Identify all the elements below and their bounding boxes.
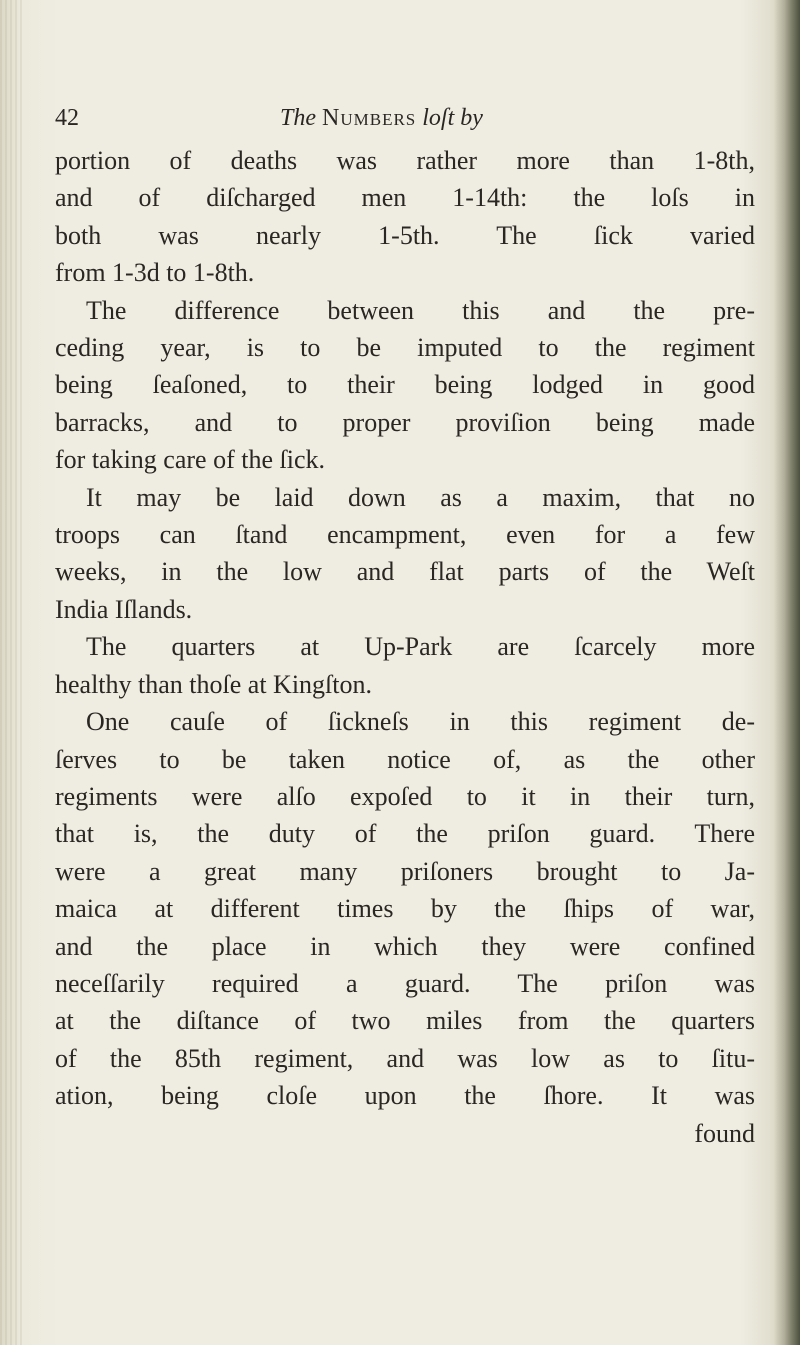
text-line: ceding year, is to be imputed to the regiment bbox=[55, 333, 755, 363]
running-title-rest: loſt by bbox=[422, 105, 483, 131]
text-line: weeks, in the low and flat parts of the Weſt bbox=[55, 557, 755, 587]
text-line: being ſeaſoned, to their being lodged in good bbox=[55, 370, 755, 400]
text-line: It may be laid down as a maxim, that no bbox=[86, 482, 755, 512]
text-line: India Iſlands. bbox=[55, 594, 193, 624]
page-edge-right bbox=[774, 0, 800, 1345]
text-line: The difference between this and the pre- bbox=[86, 295, 755, 325]
text-line: healthy than thoſe at Kingſton. bbox=[55, 669, 372, 699]
text-line: and the place in which they were confined bbox=[55, 931, 755, 961]
text-line: neceſſarily required a guard. The priſon was bbox=[55, 968, 755, 998]
text-line: barracks, and to proper proviſion being made bbox=[55, 407, 755, 437]
text-line: The quarters at Up-Park are ſcarcely more bbox=[86, 632, 755, 662]
text-line: troops can ſtand encampment, even for a few bbox=[55, 520, 755, 550]
text-line: regiments were alſo expoſed to it in their turn, bbox=[55, 781, 755, 811]
running-title bbox=[280, 100, 483, 136]
text-line: portion of deaths was rather more than 1-8th, bbox=[55, 146, 755, 175]
running-title-numbers: Numbers bbox=[322, 105, 417, 131]
text-line: both was nearly 1-5th. The ſick varied bbox=[55, 220, 755, 250]
text-line: of the 85th regiment, and was low as to ſitu- bbox=[55, 1043, 755, 1073]
page-number: 42 bbox=[55, 105, 79, 131]
text-line: at the diſtance of two miles from the quarters bbox=[55, 1006, 755, 1036]
running-title-the: The bbox=[280, 105, 316, 131]
catchword: found bbox=[694, 1118, 755, 1148]
text-line: and of diſcharged men 1-14th: the loſs in bbox=[55, 183, 755, 213]
text-line: from 1-3d to 1-8th. bbox=[55, 258, 255, 288]
text-line: ation, being cloſe upon the ſhore. It was bbox=[55, 1081, 755, 1111]
text-line: maica at different times by the ſhips of war, bbox=[55, 894, 755, 924]
text-line: were a great many priſoners brought to Ja- bbox=[55, 856, 755, 886]
body-text bbox=[55, 142, 755, 1152]
text-line: ſerves to be taken notice of, as the other bbox=[55, 744, 755, 774]
page-gutter-left bbox=[0, 0, 22, 1345]
text-line: One cauſe of ſickneſs in this regiment de- bbox=[86, 707, 755, 737]
text-line: for taking care of the ſick. bbox=[55, 445, 325, 475]
running-header bbox=[55, 100, 615, 136]
text-line: that is, the duty of the priſon guard. There bbox=[55, 819, 755, 849]
